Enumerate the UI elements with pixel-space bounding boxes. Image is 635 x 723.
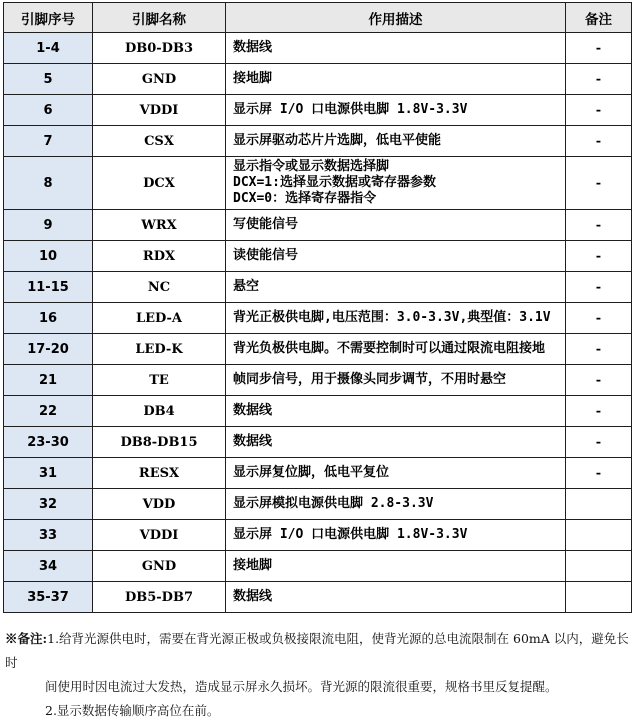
table-row: [4, 582, 632, 613]
notes-label: ※备注:: [5, 631, 48, 646]
description-line: 显示屏 I/O 口电源供电脚 1.8V-3.3V: [233, 527, 468, 542]
pin-description-cell: [226, 396, 566, 427]
note-text-1: 1.给背光源供电时，需要在背光源正极或负极接限流电阻，使背光源的总电流限制在 60mA 以内，避免长时: [5, 631, 629, 670]
pin-number-cell: 16: [4, 303, 93, 334]
pin-number-cell: 21: [4, 365, 93, 396]
pin-number-cell: 7: [4, 126, 93, 157]
pin-number-cell: 34: [4, 551, 93, 582]
table-row: [4, 64, 632, 95]
pin-name-cell: RDX: [93, 241, 226, 272]
pin-description-cell: [226, 520, 566, 551]
description-line: 背光正极供电脚,电压范围：3.0-3.3V,典型值：3.1V: [233, 310, 551, 325]
pin-name-cell: RESX: [93, 458, 226, 489]
table-row: [4, 551, 632, 582]
notes-section: [5, 627, 630, 723]
pin-description-cell: [226, 458, 566, 489]
pin-name-cell: GND: [93, 64, 226, 95]
description-line: 写使能信号: [233, 217, 299, 232]
pin-number-cell: 5: [4, 64, 93, 95]
table-header-row: [4, 3, 632, 33]
pin-table-body: [4, 33, 632, 613]
pin-name-cell: VDDI: [93, 520, 226, 551]
description-line: 显示屏驱动芯片片选脚，低电平使能: [233, 133, 442, 148]
pin-remark-cell: -: [566, 365, 632, 396]
pin-remark-cell: -: [566, 303, 632, 334]
description-line: 数据线: [233, 589, 273, 604]
table-row: [4, 303, 632, 334]
pin-number-cell: 31: [4, 458, 93, 489]
pin-name-cell: DCX: [93, 157, 226, 210]
table-row: [4, 126, 632, 157]
pin-name-cell: NC: [93, 272, 226, 303]
pin-number-cell: 10: [4, 241, 93, 272]
pin-remark-cell: -: [566, 95, 632, 126]
pin-number-cell: 23-30: [4, 427, 93, 458]
note-line-3: 2.显示数据传输顺序高位在前。: [45, 703, 220, 718]
description-line: 显示屏复位脚，低电平复位: [233, 465, 390, 480]
pin-description-cell: [226, 95, 566, 126]
pin-table: [3, 2, 632, 613]
pin-remark-cell: [566, 520, 632, 551]
header-remark: 备注: [566, 3, 632, 33]
pin-name-cell: DB0-DB3: [93, 33, 226, 64]
pin-remark-cell: -: [566, 64, 632, 95]
pin-description-cell: [226, 551, 566, 582]
pin-name-cell: LED-K: [93, 334, 226, 365]
description-line: DCX=1:选择显示数据或寄存器参数: [233, 175, 436, 190]
pin-remark-cell: -: [566, 396, 632, 427]
pin-number-cell: 32: [4, 489, 93, 520]
pin-number-cell: 1-4: [4, 33, 93, 64]
table-row: [4, 396, 632, 427]
pin-description-cell: [226, 157, 566, 210]
pin-remark-cell: -: [566, 458, 632, 489]
description-line: 接地脚: [233, 558, 273, 573]
table-row: [4, 520, 632, 551]
table-row: [4, 334, 632, 365]
pin-name-cell: CSX: [93, 126, 226, 157]
pin-remark-cell: -: [566, 33, 632, 64]
pin-remark-cell: [566, 551, 632, 582]
note-line-2: 间使用时因电流过大发热，造成显示屏永久损坏。背光源的限流很重要，规格书里反复提醒。: [45, 679, 558, 694]
pin-name-cell: LED-A: [93, 303, 226, 334]
header-description: 作用描述: [226, 3, 566, 33]
pin-number-cell: 6: [4, 95, 93, 126]
pin-name-cell: VDD: [93, 489, 226, 520]
pin-remark-cell: -: [566, 334, 632, 365]
pin-description-cell: [226, 334, 566, 365]
pin-remark-cell: -: [566, 241, 632, 272]
pin-number-cell: 8: [4, 157, 93, 210]
pin-description-cell: [226, 427, 566, 458]
pin-name-cell: WRX: [93, 210, 226, 241]
pin-description-cell: [226, 126, 566, 157]
table-row: [4, 365, 632, 396]
header-pin-number: 引脚序号: [4, 3, 93, 33]
pin-number-cell: 33: [4, 520, 93, 551]
description-line: 背光负极供电脚。不需要控制时可以通过限流电阻接地: [233, 341, 546, 356]
table-row: [4, 95, 632, 126]
description-line: 数据线: [233, 40, 273, 55]
description-line: 帧同步信号，用于摄像头同步调节，不用时悬空: [233, 372, 507, 387]
pin-remark-cell: -: [566, 126, 632, 157]
header-pin-name: 引脚名称: [93, 3, 226, 33]
note-line-1: [5, 627, 630, 675]
pin-remark-cell: [566, 489, 632, 520]
pin-description-cell: [226, 303, 566, 334]
description-line: 显示屏模拟电源供电脚 2.8-3.3V: [233, 496, 434, 511]
pin-name-cell: DB4: [93, 396, 226, 427]
description-line: 接地脚: [233, 71, 273, 86]
pin-remark-cell: -: [566, 157, 632, 210]
table-row: [4, 210, 632, 241]
pin-number-cell: 22: [4, 396, 93, 427]
pin-remark-cell: -: [566, 427, 632, 458]
description-line: 数据线: [233, 434, 273, 449]
pin-number-cell: 11-15: [4, 272, 93, 303]
description-line: DCX=0：选择寄存器指令: [233, 191, 377, 206]
pin-name-cell: VDDI: [93, 95, 226, 126]
pin-description-cell: [226, 241, 566, 272]
table-row: [4, 489, 632, 520]
table-row: [4, 241, 632, 272]
pin-description-cell: [226, 582, 566, 613]
pin-remark-cell: -: [566, 210, 632, 241]
pin-description-cell: [226, 210, 566, 241]
pin-name-cell: GND: [93, 551, 226, 582]
description-line: 数据线: [233, 403, 273, 418]
pin-name-cell: DB8-DB15: [93, 427, 226, 458]
table-row: [4, 458, 632, 489]
description-line: 悬空: [233, 279, 260, 294]
pin-description-cell: [226, 365, 566, 396]
table-row: [4, 272, 632, 303]
description-line: 显示屏 I/O 口电源供电脚 1.8V-3.3V: [233, 102, 468, 117]
pin-description-cell: [226, 272, 566, 303]
pin-name-cell: TE: [93, 365, 226, 396]
table-row: [4, 427, 632, 458]
pin-description-cell: [226, 489, 566, 520]
pin-number-cell: 17-20: [4, 334, 93, 365]
description-line: 读使能信号: [233, 248, 299, 263]
pin-name-cell: DB5-DB7: [93, 582, 226, 613]
pin-description-cell: [226, 64, 566, 95]
pin-remark-cell: -: [566, 272, 632, 303]
pin-number-cell: 9: [4, 210, 93, 241]
pin-remark-cell: [566, 582, 632, 613]
pin-number-cell: 35-37: [4, 582, 93, 613]
pin-description-cell: [226, 33, 566, 64]
description-line: 显示指令或显示数据选择脚: [233, 159, 390, 174]
table-row: [4, 33, 632, 64]
table-row: [4, 157, 632, 210]
